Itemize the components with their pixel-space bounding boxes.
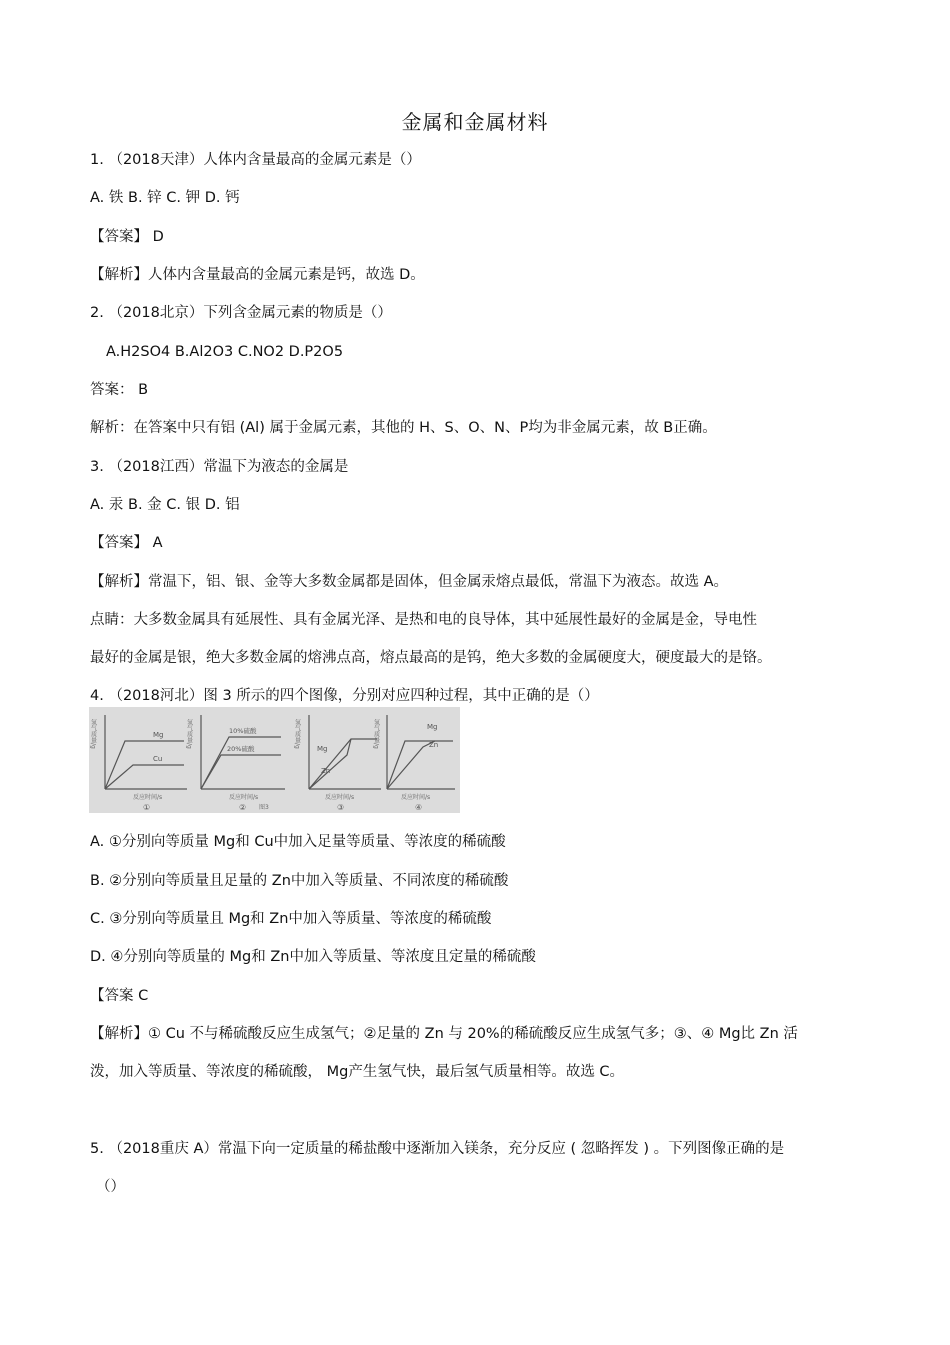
text-line: 4. （2018河北）图 3 所示的四个图像，分别对应四种过程，其中正确的是（） (90, 688, 599, 704)
panel-ylabel: 氢气质量/g (185, 719, 193, 749)
text-line: 3. （2018江西）常温下为液态的金属是 (90, 459, 349, 475)
text-line: 解析：在答案中只有铝 (Al) 属于金属元素，其他的 H、S、O、N、P均为非金属元素，故 B正确。 (90, 420, 717, 436)
text-line: A. 铁 B. 锌 C. 钾 D. 钙 (90, 190, 240, 206)
panel-label: ④ (415, 803, 423, 812)
figure-caption: 图3 (259, 804, 269, 811)
curve-label: Mg (317, 745, 328, 753)
text-line: A. 汞 B. 金 C. 银 D. 铝 (90, 497, 240, 513)
panel-ylabel: 氢气质量/g (372, 719, 380, 749)
curve-label: Cu (153, 755, 163, 763)
option-b: B. ②分别向等质量且足量的 Zn中加入等质量、不同浓度的稀硫酸 (90, 873, 509, 889)
text-line: （） (96, 1179, 125, 1195)
panel-xlabel: 反应时间/s (401, 794, 431, 801)
text-line: 【答案】 D (90, 229, 164, 245)
text-line: 【解析】常温下，铝、银、金等大多数金属都是固体，但金属汞熔点最低，常温下为液态。故选 A。 (90, 574, 729, 590)
figure-graphs (89, 707, 460, 813)
curve-label: Zn (429, 741, 439, 749)
panel-label: ② (239, 803, 247, 812)
option-c: C. ③分别向等质量且 Mg和 Zn中加入等质量、等浓度的稀硫酸 (90, 911, 492, 927)
graph-panel-1 (90, 715, 188, 812)
panel-xlabel: 反应时间/s (133, 794, 163, 801)
curve-label: Mg (153, 731, 164, 739)
graph-panel-3 (294, 715, 382, 812)
text-line: 【答案】 A (90, 535, 163, 551)
panel-ylabel: 氢气质量/g (89, 719, 97, 749)
curve-label: Mg (427, 723, 438, 731)
curve-label: 10%硫酸 (229, 727, 257, 735)
text-line: A.H2SO4 B.Al2O3 C.NO2 D.P2O5 (106, 344, 344, 360)
option-d: D. ④分别向等质量的 Mg和 Zn中加入等质量、等浓度且定量的稀硫酸 (90, 949, 536, 965)
curve-label: 20%硫酸 (227, 745, 255, 753)
panel-xlabel: 反应时间/s (325, 794, 355, 801)
text-line: 5. （2018重庆 A）常温下向一定质量的稀盐酸中逐渐加入镁条，充分反应 ( 忽略挥发 ) 。下列图像正确的是 (90, 1141, 785, 1157)
panel-xlabel: 反应时间/s (229, 794, 259, 801)
text-line: 2. （2018北京）下列含金属元素的物质是（） (90, 305, 392, 321)
text-line: 答案： B (90, 382, 149, 398)
curve-label: Zn (321, 767, 331, 775)
text-line: 1. （2018天津）人体内含量最高的金属元素是（） (90, 152, 421, 168)
text-line: 【解析】① Cu 不与稀硫酸反应生成氢气；②足量的 Zn 与 20%的稀硫酸反应生成氢气多；③、④ Mg比 Zn 活 (90, 1026, 798, 1042)
panel-ylabel: 氢气质量/g (293, 719, 301, 749)
graph-panel-4 (373, 715, 456, 812)
text-line: 【答案 C (90, 988, 149, 1004)
option-a: A. ①分别向等质量 Mg和 Cu中加入足量等质量、等浓度的稀硫酸 (90, 834, 506, 850)
text-line: 最好的金属是银，绝大多数金属的熔沸点高，熔点最高的是钨，绝大多数的金属硬度大，硬度最大的是铬。 (90, 650, 772, 666)
page-title: 金属和金属材料 (401, 110, 549, 134)
panel-label: ① (143, 803, 151, 812)
text-line: 【解析】人体内含量最高的金属元素是钙，故选 D。 (90, 267, 425, 283)
graph-panel-2 (186, 715, 286, 812)
text-line: 点睛：大多数金属具有延展性、具有金属光泽、是热和电的良导体，其中延展性最好的金属是金，导电性 (90, 612, 757, 628)
text-line: 泼，加入等质量、等浓度的稀硫酸， Mg产生氢气快，最后氢气质量相等。故选 C。 (90, 1064, 625, 1080)
panel-label: ③ (337, 803, 345, 812)
